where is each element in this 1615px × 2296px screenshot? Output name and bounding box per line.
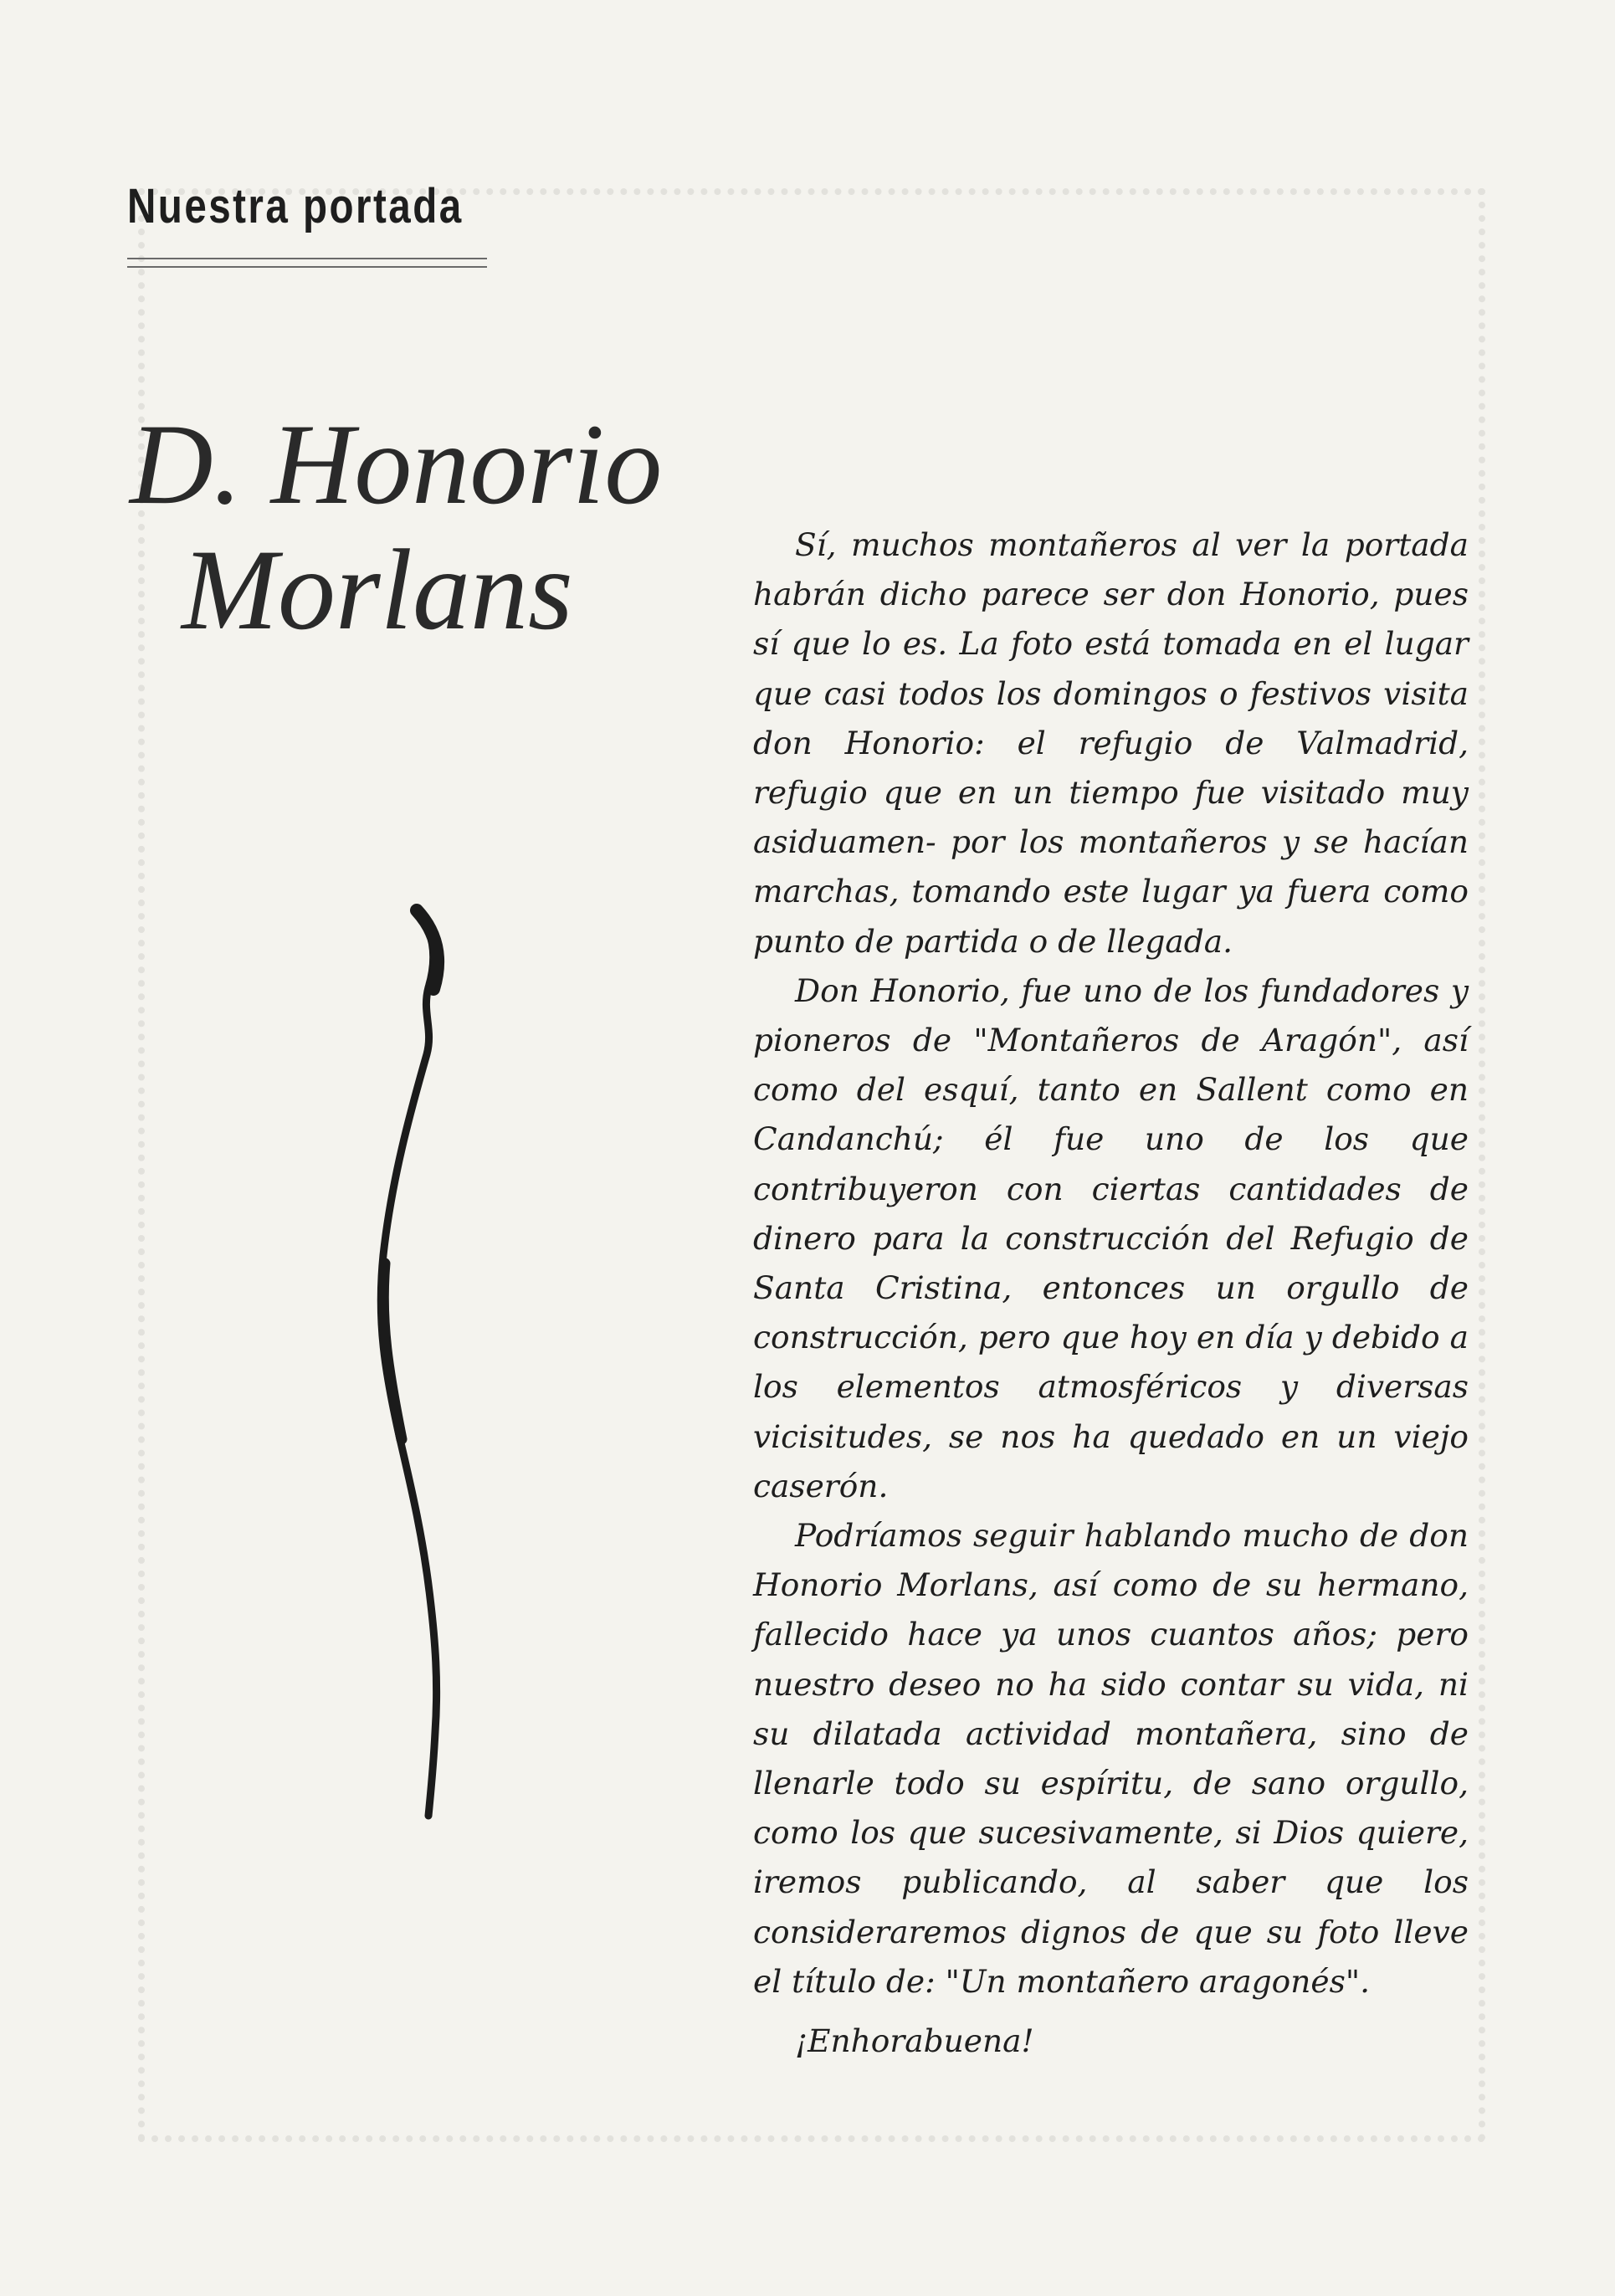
title-line-1: D. Honorio	[130, 400, 663, 528]
article-body	[753, 520, 1469, 2066]
decorative-brush-stroke	[351, 904, 519, 1824]
section-underline	[127, 258, 487, 259]
paragraph-1: Sí, muchos montañeros al ver la portada habrán dicho parece ser don Honorio, pues sí que lo es. La foto está tomada en el lugar que casi todos los domingos o festivos visita don Honorio: el refugio de Valmadrid, refugio que en un tiempo fue visitado muy asiduamen- por los montañeros y se hacían marchas, tomando este lugar ya fuera como punto de partida o de llegada.	[753, 526, 1469, 960]
title-line-2: Morlans	[182, 525, 573, 653]
article-title	[130, 402, 662, 653]
paragraph-2: Don Honorio, fue uno de los fundadores y pioneros de "Montañeros de Aragón", así como del esquí, tanto en Sallent como en Candanchú; él fue uno de los que contribuyeron con ciertas cantidades de dinero para la construcción del Refugio de Santa Cristina, entonces un orgullo de construcción, pero que hoy en día y debido a los elementos atmosféricos y diversas vicisitudes, se nos ha quedado en un viejo caserón.	[753, 971, 1469, 1504]
closing-line: ¡Enhorabuena!	[795, 2022, 1034, 2060]
section-underline-double	[127, 266, 487, 268]
section-label: Nuestra portada	[127, 179, 464, 233]
paragraph-3: Podríamos seguir hablando mucho de don Honorio Morlans, así como de su hermano, fallecido hace ya unos cuantos años; pero nuestro deseo no ha sido contar su vida, ni su dilatada actividad montañera, sino de llenarle todo su espíritu, de sano orgullo, como los que sucesivamente, si Dios quiere, iremos publicando, al saber que los consideraremos dignos de que su foto lleve el título de: "Un montañero aragonés".	[753, 1517, 1469, 2000]
